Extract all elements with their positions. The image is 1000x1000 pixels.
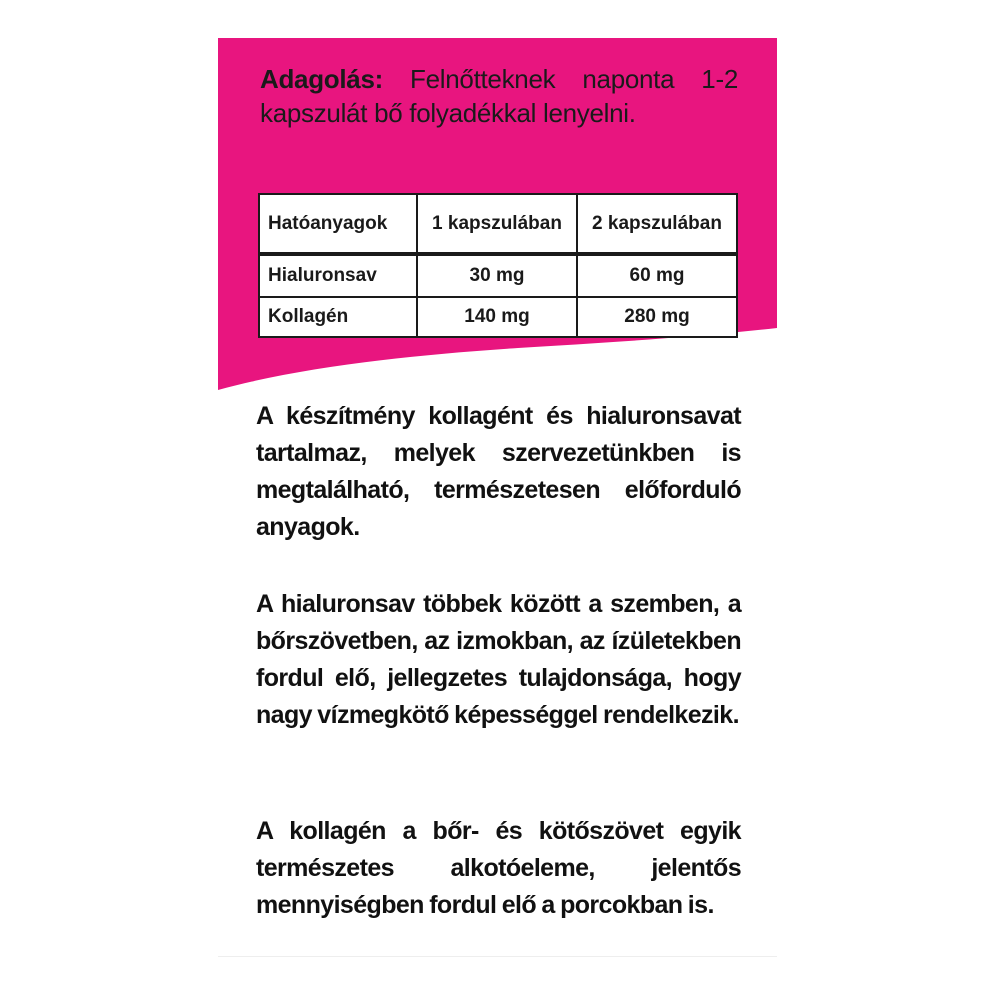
description-paragraph: A hialuronsav többek között a szemben, a bőrszövetben, az izmokban, az ízületekben fordul elő, jellegzetes tulajdonsága, hogy nagy vízmegkötő képességgel rendelkezik. [256,590,741,729]
description-paragraph: A kollagén a bőr- és kötőszövet egyik természetes alkotóeleme, jelentős mennyiségben fordul elő a porcokban is. [256,817,741,919]
table-row [260,298,736,336]
dosage-text [260,62,738,130]
leaflet-panel [218,38,777,958]
table-header-cell: 2 kapszulában [592,212,722,234]
table-header-row [260,195,736,252]
table-cell-dose-1: 140 mg [418,298,578,336]
ingredients-table [258,193,738,338]
table-cell-dose-2: 280 mg [624,306,690,327]
table-cell-ingredient: Kollagén [260,298,418,336]
description-paragraph: A készítmény kollagént és hialuronsavat tartalmaz, melyek szervezetünkben is megtalálható, természetesen előforduló anyagok. [256,402,741,541]
dosage-instruction: Felnőtteknek naponta 1-2 kapszulát bő folyadékkal lenyelni. [260,64,738,128]
table-cell-ingredient: Hialuronsav [260,256,418,296]
table-cell-dose-2: 60 mg [629,265,685,286]
table-header-cell: 1 kapszulában [418,195,578,252]
table-cell-dose-1: 30 mg [418,256,578,296]
table-header-cell: Hatóanyagok [260,195,418,252]
bottom-divider [218,956,777,957]
table-row [260,256,736,296]
dosage-label: Adagolás: [260,64,383,94]
